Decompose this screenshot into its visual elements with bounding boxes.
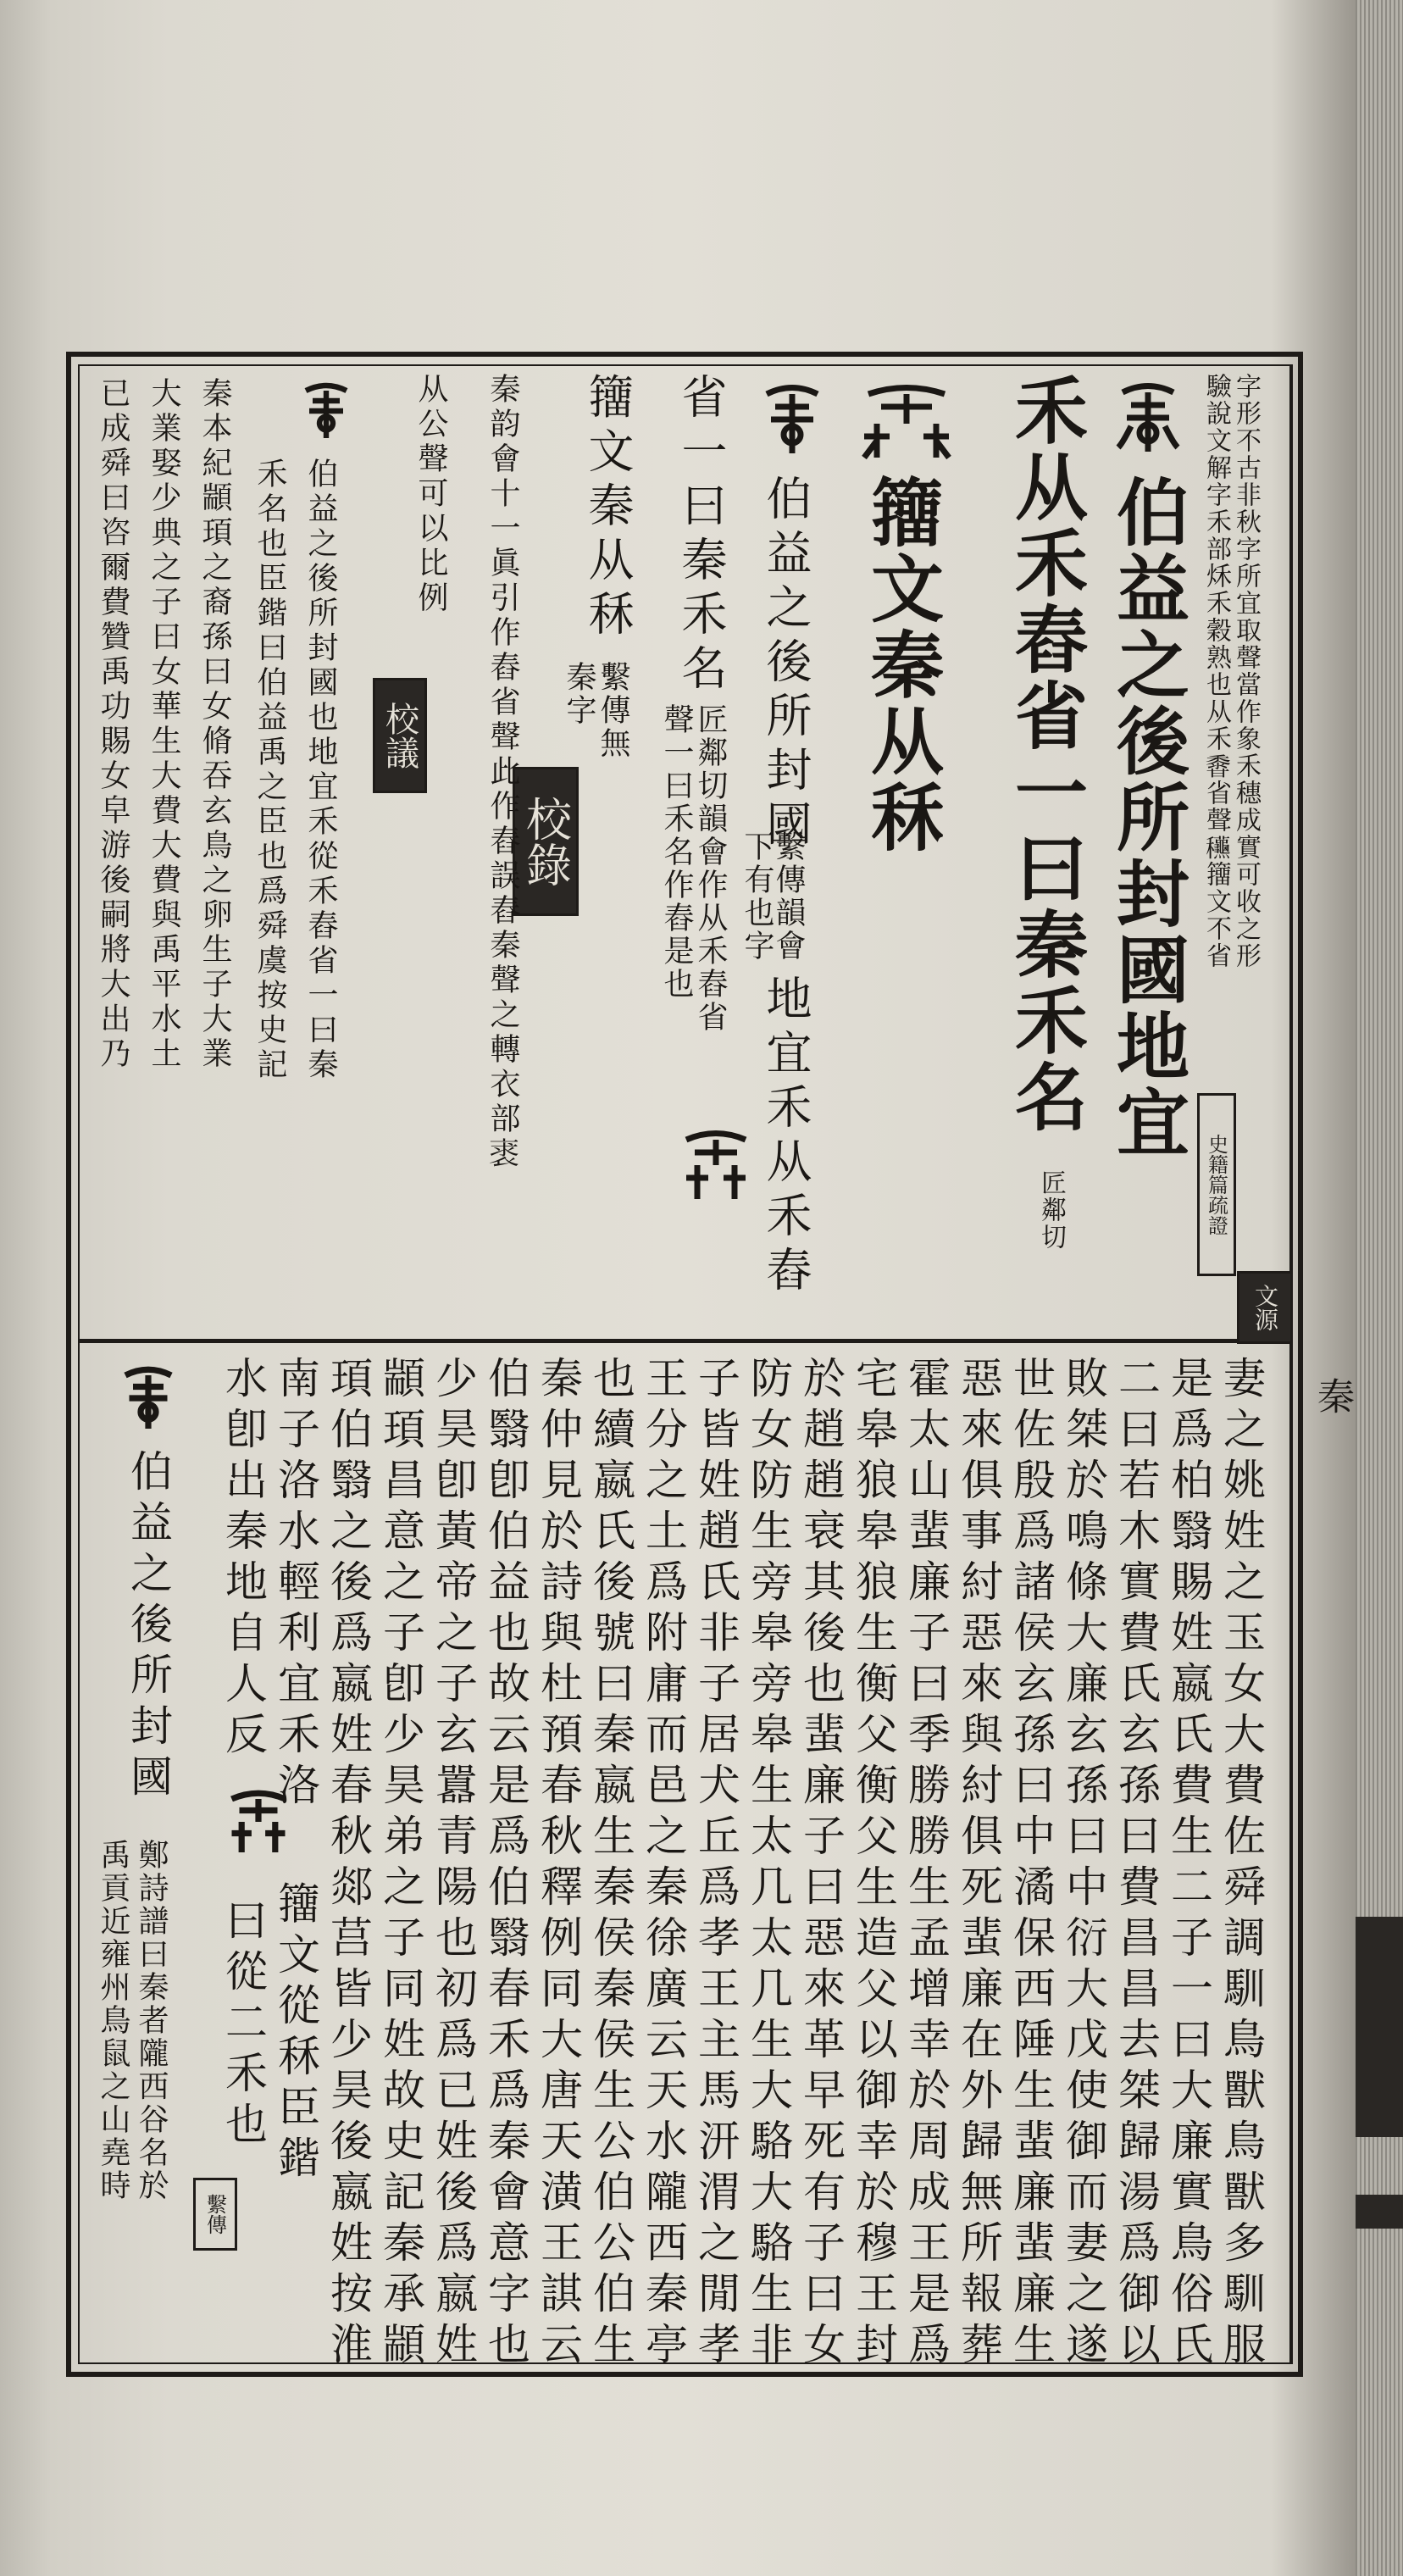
commentary-note (771, 830, 806, 963)
page-tab (1356, 2195, 1403, 2229)
stamp-jiaoyi: 校議 (373, 678, 427, 793)
seal-character-variant-icon (847, 373, 966, 466)
lower-col-14: 秦仲見於詩與杜預春秋釋例同大唐天潢王諆云 (534, 1356, 583, 2373)
commentary-text: 伯益之後所封國 (759, 475, 812, 854)
lower-col-19b: 籒文從秝臣鍇 (271, 1881, 320, 2186)
note-text: 繫傳韻會 (771, 830, 806, 963)
lower-col-12: 王分之土爲附庸而邑之秦徐廣云天水隴西秦亭 (639, 1356, 688, 2373)
header-note-text: 驗 (1201, 373, 1231, 400)
header-note-text: 象禾穗成實可收之形 (1231, 725, 1261, 969)
header-note-2 (1201, 373, 1231, 969)
stamp-yinzheng: 史籍篇疏證 (1197, 1093, 1236, 1276)
main-title-3: 籒文秦从秝 (858, 475, 944, 856)
stamp-zhuan: 繫傳 (193, 2178, 237, 2251)
lower-col-2: 是爲柏翳賜姓嬴氏費生二子一曰大廉實鳥俗氏 (1164, 1356, 1213, 2373)
main-title-1: 伯益之後所封國地宜 (1104, 475, 1190, 1161)
header-note-text: 字形不古非秋字所宜取聲當作 (1231, 373, 1261, 725)
lower-col-4: 敗桀於鳴條大廉玄孫曰中衍大戊使御而妻之遂 (1059, 1356, 1108, 2373)
lower-col-5: 世佐殷爲諸侯玄孫曰中潏保西陲生蜚廉蜚廉生 (1006, 1356, 1056, 2373)
note-text: 下有也字 (740, 830, 774, 963)
commentary-upper-3: 籒文秦从秝 (581, 373, 635, 644)
header-note (1231, 373, 1261, 969)
stamp-jiaolu: 校錄 (513, 767, 579, 916)
lower-col-7: 霍太山蜚廉子曰季勝勝生孟增幸於周成王是爲 (901, 1356, 951, 2373)
margin-label: 秦 (1311, 1377, 1354, 1414)
lower-col-20b: 曰從二禾也 (219, 1898, 268, 2152)
section-divider (78, 1339, 1291, 1343)
lower-col-10: 防女防生旁皋旁皋生太几太几生大駱大駱生非 (744, 1356, 793, 2373)
commentary-upper-1b: 地宜禾从禾舂 (759, 974, 812, 1300)
lower-note-2: 禹貢近雍州鳥鼠之山堯時 (96, 1839, 130, 2202)
commentary-upper-7: 禾名也臣鍇曰伯益禹之臣也爲舜虞按史記 (252, 458, 287, 1083)
header-note-text: 說文解字禾部秌禾穀熟也从禾𪏽省聲𥤚籒文不省 (1201, 400, 1231, 969)
commentary-upper-1 (759, 475, 812, 854)
phonetic-note: 匠鄰切 (1036, 1169, 1066, 1251)
lower-col-3: 二曰若木實費氏玄孫曰費昌昌去桀歸湯爲御以 (1112, 1356, 1161, 2373)
lower-col-21: 伯益之後所封國 (124, 1449, 173, 1805)
lower-col-8: 宅皋狼皋狼生衡父衡父生造父以御幸於穆王封 (849, 1356, 898, 2373)
main-title-2: 禾从禾舂省一曰秦禾名 (1002, 373, 1088, 1135)
seal-character-icon (106, 1356, 191, 1441)
lower-col-20: 水卽出秦地自人反 (219, 1356, 268, 1763)
seal-character-variant-icon (212, 1779, 305, 1864)
seal-character-icon (1101, 371, 1195, 464)
lower-col-6: 惡來俱事紂惡來與紂俱死蜚廉在外歸無所報葬 (954, 1356, 1003, 2373)
seal-character-variant-icon (669, 1119, 762, 1212)
seal-character-icon (746, 373, 839, 466)
commentary-upper-10: 已成舜曰咨爾費贊禹功賜女皁游後嗣將大出乃 (96, 377, 130, 1072)
lower-col-18: 頊伯翳之後爲嬴姓春秋郯莒皆少昊後嬴姓按淮 (324, 1356, 373, 2373)
commentary-note: 秦字 (562, 661, 596, 727)
commentary-upper-4: 秦韵會十一眞引作舂省聲此作舂誤舂秦聲之轉衣部𧚍 (485, 373, 520, 1172)
commentary-upper-8: 秦本紀顓頊之裔孫曰女脩吞玄鳥之卵生子大業 (197, 377, 232, 1072)
lower-col-1: 妻之姚姓之玉女大費佐舜調馴鳥獸鳥獸多馴服 (1217, 1356, 1266, 2373)
lower-col-13: 也續嬴氏後號曰秦嬴生秦侯秦侯生公伯公伯生 (586, 1356, 635, 2373)
stamp-wenyuan: 文源 (1237, 1271, 1293, 1344)
commentary-note: 匠鄰切韻會作从禾舂省 (693, 703, 728, 1034)
page-edge (1356, 0, 1403, 2576)
lower-col-16: 少昊卽黃帝之子玄囂青陽也初爲已姓後爲嬴姓 (429, 1356, 478, 2373)
lower-note-1: 鄭詩譜曰秦者隴西谷名於 (134, 1839, 169, 2202)
commentary-note: 繫傳無 (596, 661, 630, 760)
lower-col-11: 子皆姓趙氏非子居犬丘爲孝王主馬汧渭之閒孝 (691, 1356, 740, 2373)
lower-col-9: 於趙趙衰其後也蜚廉子曰惡來革早死有子曰女 (796, 1356, 846, 2373)
page-tab (1356, 1917, 1403, 2137)
commentary-upper-5: 从公聲可以比例 (413, 373, 448, 616)
seal-character-icon (288, 373, 364, 449)
commentary-upper-9: 大業娶少典之子曰女華生大費大費與禹平水土 (147, 377, 181, 1072)
lower-col-19: 南子洛水輕利宜禾洛 (271, 1356, 320, 1813)
lower-col-17: 顓頊昌意之子卽少昊弟之子同姓故史記秦承顓 (376, 1356, 425, 2373)
lower-col-15: 伯翳卽伯益也故云是爲伯翳春禾爲秦會意字也 (481, 1356, 530, 2373)
commentary-note: 聲一曰禾名作舂是也 (659, 703, 694, 1001)
commentary-upper-6: 伯益之後所封國也地宜禾從禾舂省一曰秦 (303, 458, 338, 1083)
commentary-note (741, 830, 772, 963)
margin-rule (1291, 364, 1293, 2364)
commentary-upper-2: 省一曰秦禾名 (674, 373, 728, 698)
